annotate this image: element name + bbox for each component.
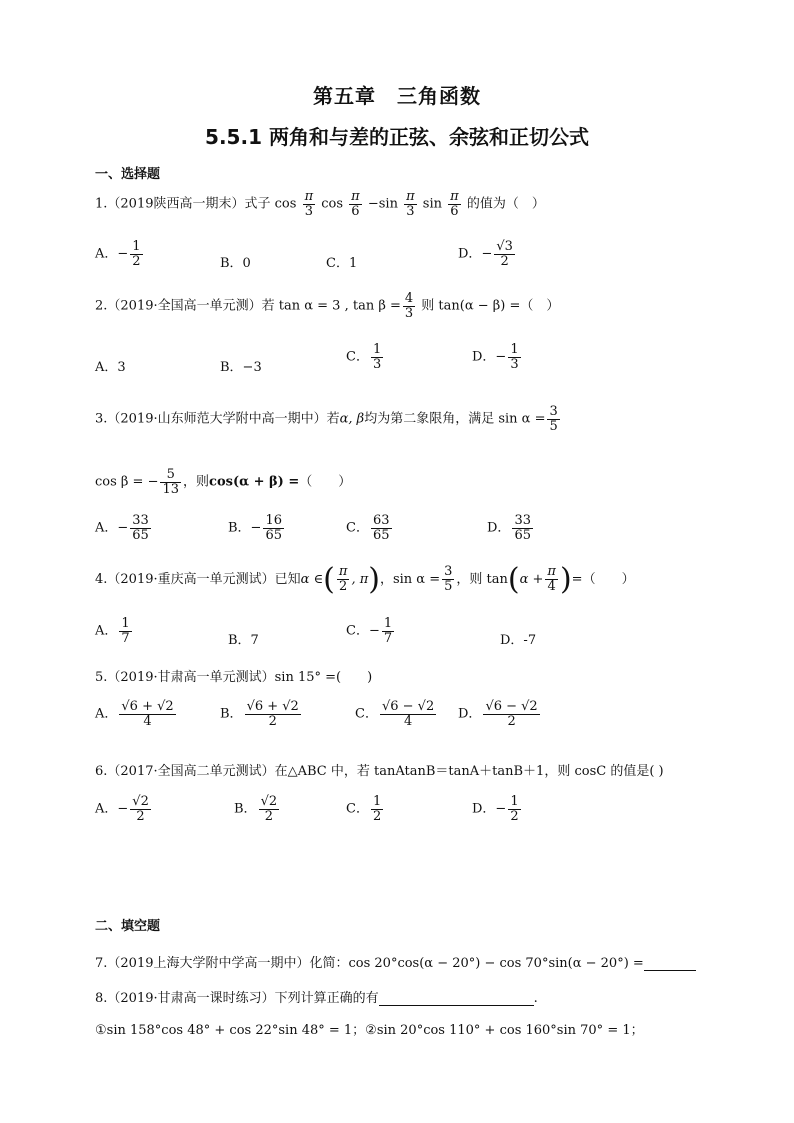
q2-d-den: 3: [510, 356, 519, 372]
q1-d-label: D．: [458, 246, 482, 262]
q2-frac-den: 3: [404, 305, 414, 321]
q3-sin-frac: [547, 405, 559, 433]
q5-b-label: B．: [220, 706, 243, 722]
q2-c-frac: [371, 343, 383, 371]
q5-option-d[interactable]: [458, 700, 542, 728]
q3-b-num: 16: [265, 513, 282, 528]
q5-b-num: √6 + √2: [246, 699, 299, 714]
q2-ask: 则 tan(α − β) =（ ）: [421, 298, 560, 314]
q1-f4-num: π: [450, 189, 459, 204]
q4-option-b[interactable]: B．7: [228, 633, 259, 648]
q3-c-label: C．: [346, 520, 369, 536]
q1-f3-num: π: [406, 189, 415, 204]
q3-then: ，则: [183, 474, 210, 490]
q2-option-d[interactable]: [472, 343, 523, 371]
q2-frac-num: 4: [404, 291, 414, 306]
q4-right-paren: ): [368, 562, 380, 597]
q4-sin-num: 3: [444, 564, 453, 580]
q3-sin-den: 5: [549, 418, 558, 434]
section-heading-fill: 二、填空题: [95, 919, 161, 934]
q6-a-label: A．−: [95, 801, 129, 817]
q1-a-neg: −: [117, 246, 129, 262]
q3-d-den: 65: [514, 527, 531, 543]
q1-frac-2: [349, 190, 362, 218]
q2-d-frac: [508, 343, 520, 371]
q8-text: 8.（2019·甘肃高一课时练习）下列计算正确的有: [95, 991, 379, 1006]
q4-alpha-plus: α +: [519, 572, 544, 587]
q4-then: ，则 tan: [456, 572, 508, 587]
q4-left-paren: (: [323, 562, 335, 597]
q4-pi-tail: , π: [351, 572, 369, 587]
q3-option-a[interactable]: [95, 514, 153, 542]
q5-b-frac: [245, 700, 301, 728]
q1-minus-sin: −sin: [367, 196, 398, 212]
q1-a-label: A．: [95, 246, 118, 262]
q5-a-num: √6 + √2: [121, 699, 174, 714]
q5-c-frac: [380, 700, 436, 728]
q3-c-num: 63: [372, 513, 390, 528]
q1-d-num: √3: [496, 239, 513, 254]
q4-pi4-num: π: [547, 564, 556, 580]
question-8: [95, 987, 538, 1006]
q6-c-label: C．: [346, 801, 369, 817]
q1-option-d[interactable]: [458, 240, 517, 268]
q5-c-num: √6 − √2: [381, 699, 435, 714]
q6-b-den: 2: [264, 808, 273, 824]
q3-a-frac: [130, 514, 151, 542]
q1-f2-num: π: [351, 189, 360, 204]
q3-c-frac: [371, 514, 392, 542]
q1-a-num: 1: [132, 239, 141, 254]
q5-a-frac: [119, 700, 175, 728]
q5-d-label: D．: [458, 706, 482, 722]
q3-prefix: 3.（2019·山东师范大学附中高一期中）若: [95, 411, 340, 427]
question-3-line2: [95, 468, 351, 496]
q5-d-den: 2: [507, 713, 516, 729]
q5-b-den: 2: [268, 713, 277, 729]
q2-c-label: C．: [346, 349, 369, 365]
section-title: 5.5.1 两角和与差的正弦、余弦和正切公式: [205, 125, 589, 149]
q1-frac-3: [404, 190, 417, 218]
q1-option-c[interactable]: C．1: [326, 256, 358, 271]
q2-d-label: D．−: [472, 349, 507, 365]
q5-c-den: 4: [403, 713, 413, 729]
question-2: [95, 292, 559, 320]
question-6: 6.（2017·全国高二单元测试）在△ABC 中，若 tanAtanB＝tanA＋tanB＋1，则 cosC 的值是( ): [95, 764, 664, 779]
q4-a-num: 1: [121, 616, 130, 631]
q4-c-den: 7: [383, 630, 393, 646]
q3-sin: sin α =: [498, 411, 546, 427]
q1-a-frac: [130, 240, 142, 268]
chapter-title: 第五章 三角函数: [313, 84, 481, 108]
q3-paren: （ ）: [299, 474, 352, 490]
q3-cos-den: 13: [162, 481, 180, 497]
q6-d-label: D．−: [472, 801, 507, 817]
q5-a-den: 4: [143, 713, 152, 729]
q2-frac: [403, 292, 415, 320]
q5-option-b[interactable]: [220, 700, 303, 728]
q2-d-num: 1: [510, 342, 519, 357]
q4-prefix: 4.（2019·重庆高一单元测试）已知: [95, 572, 301, 587]
q8-answer-blank[interactable]: [379, 992, 534, 1006]
q4-c-label: C．−: [346, 623, 380, 639]
q7-text: 7.（2019上海大学附中学高一期中）化简：cos 20°cos(α − 20°) − cos 70°sin(α − 20°) =: [95, 956, 644, 971]
q6-a-den: 2: [136, 808, 145, 824]
q8-end: .: [533, 991, 538, 1006]
q5-a-label: A．: [95, 706, 118, 722]
q6-d-den: 2: [510, 808, 519, 824]
q2-option-a[interactable]: A．3: [95, 360, 126, 375]
q4-right-paren-2: ): [559, 562, 572, 597]
question-5: 5.（2019·甘肃高一单元测试）sin 15° =( ): [95, 670, 373, 685]
q3-expr: cos(α + β) =: [209, 474, 300, 490]
q4-c-num: 1: [383, 616, 393, 631]
q1-a-den: 2: [132, 253, 141, 269]
q4-left-paren-2: (: [507, 562, 520, 597]
q1-cos1: cos: [274, 196, 297, 212]
q6-b-num: √2: [260, 794, 278, 809]
question-1: [95, 190, 545, 218]
q6-d-num: 1: [510, 794, 519, 809]
q3-cos: cos β = −: [95, 474, 159, 490]
q6-c-den: 2: [372, 808, 382, 824]
q2-c-num: 1: [372, 342, 382, 357]
q1-f4-den: 6: [450, 203, 459, 219]
q4-pi2-frac: [337, 565, 350, 593]
q6-c-frac: [371, 795, 383, 823]
q6-a-num: √2: [132, 794, 149, 809]
q3-option-d[interactable]: [487, 514, 535, 542]
q3-a-num: 33: [132, 513, 149, 528]
q1-option-b[interactable]: B．0: [220, 256, 251, 271]
q1-f1-den: 3: [304, 203, 313, 219]
q4-pi4-frac: [545, 565, 558, 593]
q5-option-c[interactable]: [355, 700, 438, 728]
q3-cos-frac: [160, 468, 181, 496]
q1-prefix: 1.（2019陕西高一期末）式子: [95, 196, 271, 212]
q2-option-c[interactable]: [346, 343, 385, 371]
q1-sin2: sin: [422, 196, 442, 212]
q6-option-b[interactable]: [234, 795, 281, 823]
q1-f1-num: π: [304, 189, 314, 204]
section-heading-choice: 一、选择题: [95, 167, 161, 182]
q1-option-a[interactable]: [95, 240, 145, 268]
q1-suffix: 的值为（ ）: [466, 196, 545, 212]
q4-a-den: 7: [121, 630, 130, 646]
q6-c-num: 1: [372, 794, 382, 809]
q1-frac-4: [448, 190, 461, 218]
q4-eq: =（ ）: [571, 572, 635, 587]
q1-f2-den: 6: [351, 203, 360, 219]
q4-a-label: A．: [95, 623, 118, 639]
q3-a-label: A．−: [95, 520, 129, 536]
q4-a-frac: [119, 617, 131, 645]
q4-c-frac: [382, 617, 394, 645]
q4-alpha-in: α ∈: [300, 572, 324, 587]
q3-text: 均为第二象限角，满足: [364, 411, 495, 427]
q6-option-a[interactable]: [95, 795, 153, 823]
q4-option-c[interactable]: [346, 617, 396, 645]
q3-d-label: D．: [487, 520, 511, 536]
q5-d-frac: [483, 700, 539, 728]
q2-prefix: 2.（2019·全国高一单元测）若: [95, 298, 275, 314]
q3-option-b[interactable]: [228, 514, 286, 542]
q4-option-a[interactable]: [95, 617, 134, 645]
q1-f3-den: 3: [406, 203, 415, 219]
q1-cos2: cos: [321, 196, 344, 212]
q2-c-den: 3: [372, 356, 382, 372]
q8-statements: ①sin 158°cos 48° + cos 22°sin 48° = 1；②sin 20°cos 110° + cos 160°sin 70° = 1；: [95, 1023, 644, 1038]
q4-sin-den: 5: [444, 579, 453, 594]
q4-option-d[interactable]: D．-7: [500, 633, 537, 648]
q1-d-neg: −: [481, 246, 493, 262]
q3-cos-num: 5: [160, 468, 181, 483]
q1-d-frac: [494, 240, 515, 268]
q3-b-den: 65: [265, 527, 282, 543]
q6-b-label: B．: [234, 801, 257, 817]
q6-option-c[interactable]: [346, 795, 385, 823]
q3-b-label: B．−: [228, 520, 262, 536]
q4-sin-frac: [442, 565, 454, 593]
q3-angles: α, β: [339, 411, 365, 427]
question-3: [95, 405, 562, 433]
q6-a-frac: [130, 795, 151, 823]
q4-pi2-den: 2: [339, 579, 348, 594]
q1-frac-1: [303, 190, 316, 218]
q6-option-d[interactable]: [472, 795, 523, 823]
q3-option-c[interactable]: [346, 514, 394, 542]
q3-d-num: 33: [514, 513, 531, 528]
q3-b-frac: [263, 514, 284, 542]
q3-sin-num: 3: [549, 404, 558, 419]
q2-option-b[interactable]: B．−3: [220, 360, 262, 375]
q4-pi4-den: 4: [547, 579, 556, 594]
q3-a-den: 65: [132, 527, 149, 543]
q4-sin: ，sin α =: [379, 572, 441, 587]
q1-d-den: 2: [500, 253, 509, 269]
q5-c-label: C．: [355, 706, 378, 722]
q6-b-frac: [259, 795, 280, 823]
q5-d-num: √6 − √2: [485, 699, 538, 714]
q2-given: tan α = 3 , tan β =: [278, 298, 401, 314]
q6-d-frac: [508, 795, 520, 823]
q4-pi2-num: π: [338, 564, 348, 580]
q5-option-a[interactable]: [95, 700, 178, 728]
q3-d-frac: [512, 514, 533, 542]
q3-c-den: 65: [372, 527, 390, 543]
q7-answer-blank[interactable]: [644, 957, 696, 971]
question-4: [95, 562, 635, 597]
question-7: [95, 952, 696, 971]
